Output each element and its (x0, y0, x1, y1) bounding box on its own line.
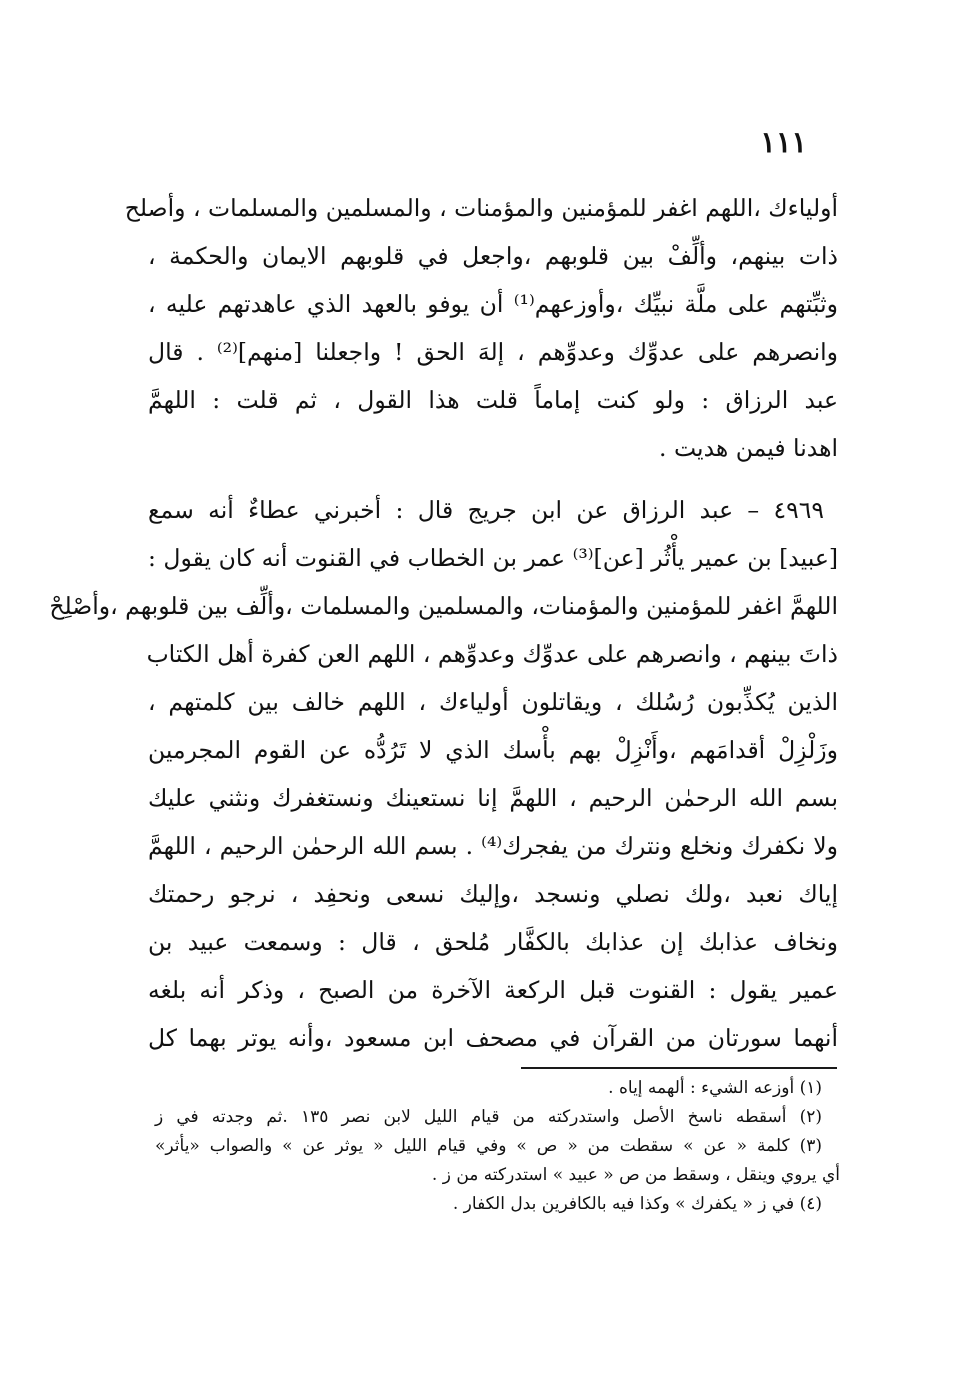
text-line: اللهمَّ اغفر للمؤمنين والمؤمنات، والمسلمين والمسلمات ،وألِّف بين قلوبهم ،وأصْلِحْ (49, 592, 838, 620)
footnote-3: (٣) كلمة « عن » سقطت من « ص » وفي قيام الليل « يوثر عن » والصواب «يأثر» (155, 1136, 822, 1156)
text-line: ولا نكفرك ونخلع ونترك من يفجرك⁽⁴⁾ . بسم الله الرحمٰن الرحيم ، اللهمَّ (148, 832, 838, 860)
text-line: إياك نعبد ،ولك نصلي ونسجد ،وإليك نسعى ونحفِد ، نرجو رحمتك (148, 880, 838, 908)
hadith-entry-4969 (49, 486, 839, 1062)
footnote-separator (521, 1067, 837, 1069)
text-line: ذات بينهم، وألِّفْ بين قلوبهم ،واجعل في قلوبهم الايمان والحكمة ، (148, 242, 838, 270)
text-line: عمير يقول : القنوت قبل الركعة الآخرة من الصبح ، وذكر أنه بلغه (148, 976, 838, 1004)
text-line: الذين يُكذِّبون رُسُلك ، ويقاتلون أولياءك ، اللهم خالف بين كلمتهم ، (148, 688, 838, 716)
text-line: أنهما سورتان من القرآن في مصحف ابن مسعود ،وأنه يوتر بهما كل (148, 1024, 838, 1052)
footnote-1: (١) أوزعه الشيء : ألهمه إياه . (608, 1078, 822, 1098)
text-line: ونخاف عذابك إن عذابك بالكفَّار مُلحق ، قال : وسمعت عبيد بن (148, 928, 838, 956)
text-line: أولياءك ،اللهم اغفر للمؤمنين والمؤمنات ، والمسلمين والمسلمات ، وأصلح (124, 194, 838, 222)
text-line: [عبيد] بن عمير يأْثُر [عن]⁽³⁾ عمر بن الخطاب في القنوت أنه كان يقول : (148, 544, 839, 572)
paragraph-continuation (124, 184, 838, 472)
text-line: وزَلْزِلْ أقدامَهم ،وأَنْزِلْ بهم بأْسك الذي لا تَرُدُّه عن القوم المجرمين (148, 736, 838, 764)
footnote-4: (٤) في ز « يكفرك » وكذا فيه بالكافرين بدل الكفار . (452, 1194, 822, 1214)
text-line: ذاتَ بينهم ، وانصرهم على عدوِّك وعدوِّهم ، اللهم العن كفرة أهل الكتاب (146, 640, 838, 668)
text-line: بسم الله الرحمٰن الرحيم ، اللهمَّ إنا نستعينك ونستغفرك ونثني عليك (148, 784, 838, 812)
footnote-2: (٢) أسقطه ناسخ الأصل واستدركته من قيام الليل لابن نصر ١٣٥ .ثم وجدته في ز (155, 1107, 822, 1127)
footnote-3-continuation: أي يروي وينقل ، وسقط من ص « عبيد » استدركته من ز . (431, 1165, 840, 1185)
text-line: وانصرهم على عدوِّك وعدوِّهم ، إلهَ الحق ! واجعلنا [منهم]⁽²⁾ . قال (148, 338, 838, 366)
text-line: اهدنا فيمن هديت . (659, 434, 838, 462)
text-line: عبد الرزاق : ولو كنت إماماً قلت هذا القول ، ثم قلت : اللهمَّ (148, 386, 838, 414)
text-line: وثبِّتهم على ملَّة نبيِّك ،وأوزعهم⁽¹⁾ أن يوفو بالعهد الذي عاهدتهم عليه ، (148, 290, 838, 318)
footnotes (155, 1074, 840, 1219)
hadith-heading-line: ٤٩٦٩ – عبد الرزاق عن ابن جريج قال : أخبرني عطاءٌ أنه سمع (148, 496, 824, 524)
page-number: ١١١ (760, 125, 807, 159)
